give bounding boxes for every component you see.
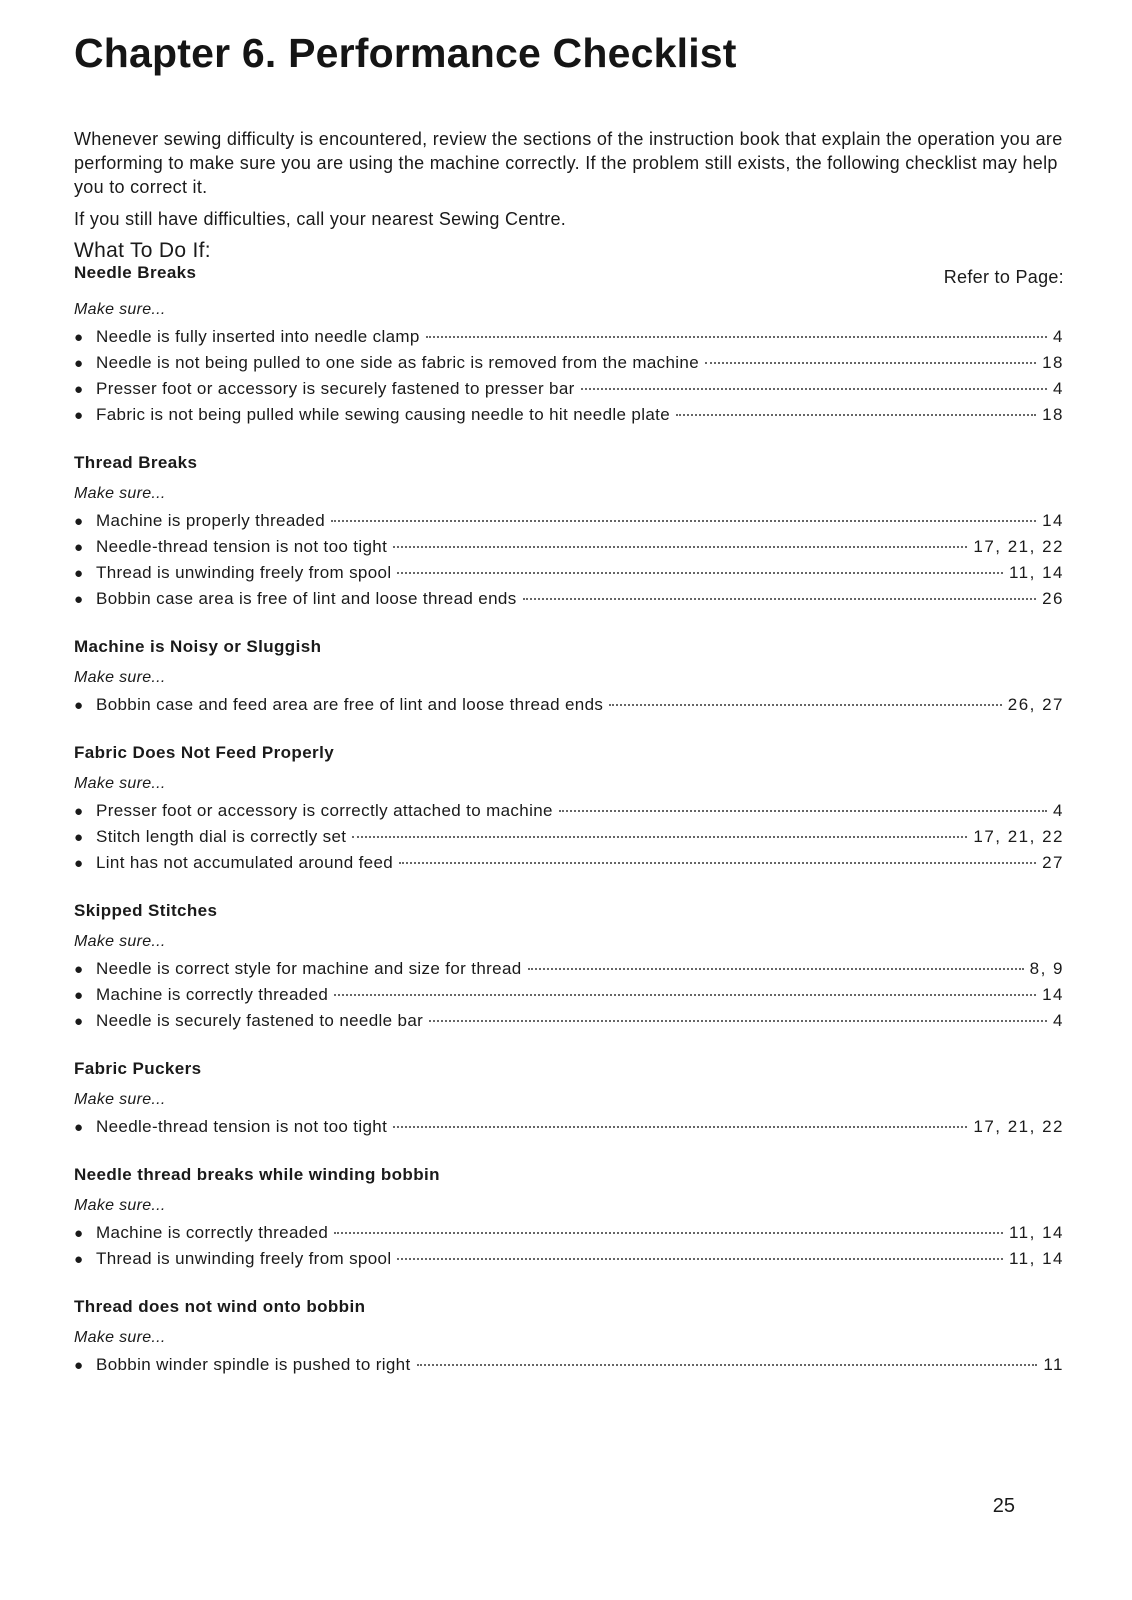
item-page-reference: 4: [1053, 1011, 1064, 1030]
checklist-item: [74, 563, 1064, 589]
checklist-items: [74, 1223, 1064, 1275]
item-text: Thread is unwinding freely from spool: [96, 563, 392, 582]
bullet-icon: ●: [74, 539, 84, 556]
item-page-reference: 14: [1042, 985, 1064, 1004]
checklist-section: [74, 901, 1064, 1037]
checklist-items: [74, 1355, 1064, 1381]
bullet-icon: ●: [74, 961, 84, 978]
item-page-reference: 17, 21, 22: [973, 537, 1064, 556]
checklist-section: [74, 1165, 1064, 1275]
checklist-item: [74, 695, 1064, 721]
make-sure-label: Make sure...: [74, 669, 166, 686]
checklist-section: [74, 1059, 1064, 1143]
item-text: Needle is correct style for machine and size for thread: [96, 959, 522, 978]
item-text: Thread is unwinding freely from spool: [96, 1249, 392, 1268]
checklist-items: [74, 959, 1064, 1037]
checklist-items: [74, 511, 1064, 615]
item-text: Lint has not accumulated around feed: [96, 853, 394, 872]
checklist-sections: [74, 263, 1064, 1381]
item-page-reference: 17, 21, 22: [973, 827, 1064, 846]
bullet-icon: ●: [74, 591, 84, 608]
section-heading: Needle thread breaks while winding bobbin: [74, 1165, 440, 1184]
heading-row: [74, 263, 1064, 289]
make-sure-label: Make sure...: [74, 1197, 166, 1214]
item-text: Needle is securely fastened to needle bar: [96, 1011, 424, 1030]
item-page-reference: 8, 9: [1029, 959, 1064, 978]
checklist-item: [74, 1223, 1064, 1249]
checklist-items: [74, 327, 1064, 431]
dot-leader: [705, 361, 1036, 364]
dot-leader: [334, 993, 1036, 996]
item-page-reference: 4: [1053, 379, 1064, 398]
item-text: Bobbin case and feed area are free of lint and loose thread ends: [96, 695, 604, 714]
section-heading: Skipped Stitches: [74, 901, 218, 920]
make-sure-label: Make sure...: [74, 1329, 166, 1346]
what-to-do-heading: What To Do If:: [74, 239, 211, 262]
bullet-icon: ●: [74, 987, 84, 1004]
bullet-icon: ●: [74, 1225, 84, 1242]
item-page-reference: 4: [1053, 327, 1064, 346]
make-sure-label: Make sure...: [74, 775, 166, 792]
item-text: Fabric is not being pulled while sewing causing needle to hit needle plate: [96, 405, 671, 424]
checklist-page: [74, 30, 1064, 1381]
item-page-reference: 14: [1042, 511, 1064, 530]
dot-leader: [559, 809, 1047, 812]
dot-leader: [393, 1125, 967, 1128]
item-text: Machine is correctly threaded: [96, 985, 329, 1004]
item-text: Presser foot or accessory is correctly attached to machine: [96, 801, 553, 820]
checklist-item: [74, 801, 1064, 827]
bullet-icon: ●: [74, 855, 84, 872]
item-text: Needle-thread tension is not too tight: [96, 537, 388, 556]
checklist-section: [74, 453, 1064, 615]
item-text: Bobbin case area is free of lint and loose thread ends: [96, 589, 517, 608]
item-page-reference: 11, 14: [1008, 1249, 1064, 1268]
checklist-items: [74, 695, 1064, 721]
bullet-icon: ●: [74, 829, 84, 846]
dot-leader: [399, 861, 1036, 864]
intro-text: [74, 127, 1064, 231]
item-page-reference: 26: [1042, 589, 1064, 608]
checklist-item: [74, 1011, 1064, 1037]
refer-to-page-label: Refer to Page:: [943, 267, 1064, 287]
checklist-item: [74, 827, 1064, 853]
dot-leader: [397, 571, 1003, 574]
bullet-icon: ●: [74, 1013, 84, 1030]
item-page-reference: 11: [1043, 1355, 1064, 1374]
dot-leader: [528, 967, 1024, 970]
item-text: Needle-thread tension is not too tight: [96, 1117, 388, 1136]
dot-leader: [609, 703, 1001, 706]
checklist-item: [74, 379, 1064, 405]
section-heading: Machine is Noisy or Sluggish: [74, 637, 322, 656]
checklist-section: [74, 1297, 1064, 1381]
intro-paragraph-1: Whenever sewing difficulty is encountered, review the sections of the instruction book that explain the operation you are performing to make sure you are using the machine correctly. If the problem still exists, the following checklist may help you to correct it.: [74, 129, 1063, 197]
checklist-item: [74, 959, 1064, 985]
checklist-item: [74, 1249, 1064, 1275]
checklist-item: [74, 405, 1064, 431]
make-sure-label: Make sure...: [74, 1091, 166, 1108]
checklist-section: [74, 637, 1064, 721]
bullet-icon: ●: [74, 803, 84, 820]
intro-paragraph-2: If you still have difficulties, call your nearest Sewing Centre.: [74, 209, 567, 229]
dot-leader: [417, 1363, 1038, 1366]
bullet-icon: ●: [74, 355, 84, 372]
checklist-item: [74, 511, 1064, 537]
checklist-item: [74, 589, 1064, 615]
checklist-item: [74, 327, 1064, 353]
checklist-section: [74, 263, 1064, 431]
bullet-icon: ●: [74, 565, 84, 582]
item-page-reference: 18: [1042, 353, 1064, 372]
dot-leader: [523, 597, 1037, 600]
checklist-item: [74, 853, 1064, 879]
section-heading: Needle Breaks: [74, 263, 197, 282]
section-heading: Thread Breaks: [74, 453, 198, 472]
dot-leader: [334, 1231, 1003, 1234]
item-text: Bobbin winder spindle is pushed to right: [96, 1355, 411, 1374]
checklist-item: [74, 1117, 1064, 1143]
checklist-section: [74, 743, 1064, 879]
item-page-reference: 4: [1053, 801, 1064, 820]
dot-leader: [352, 835, 967, 838]
item-text: Presser foot or accessory is securely fastened to presser bar: [96, 379, 575, 398]
item-text: Needle is fully inserted into needle clamp: [96, 327, 420, 346]
dot-leader: [426, 335, 1047, 338]
bullet-icon: ●: [74, 1119, 84, 1136]
dot-leader: [397, 1257, 1003, 1260]
bullet-icon: ●: [74, 1357, 84, 1374]
item-text: Needle is not being pulled to one side as fabric is removed from the machine: [96, 353, 700, 372]
item-page-reference: 27: [1042, 853, 1064, 872]
dot-leader: [393, 545, 967, 548]
checklist-item: [74, 353, 1064, 379]
checklist-item: [74, 537, 1064, 563]
bullet-icon: ●: [74, 407, 84, 424]
make-sure-label: Make sure...: [74, 485, 166, 502]
section-heading: Fabric Puckers: [74, 1059, 202, 1078]
checklist-items: [74, 1117, 1064, 1143]
make-sure-label: Make sure...: [74, 301, 166, 318]
dot-leader: [676, 413, 1036, 416]
checklist-item: [74, 1355, 1064, 1381]
bullet-icon: ●: [74, 513, 84, 530]
item-page-reference: 18: [1042, 405, 1064, 424]
bullet-icon: ●: [74, 1251, 84, 1268]
bullet-icon: ●: [74, 697, 84, 714]
page-title: Chapter 6. Performance Checklist: [74, 30, 737, 76]
checklist-item: [74, 985, 1064, 1011]
bullet-icon: ●: [74, 381, 84, 398]
item-page-reference: 17, 21, 22: [973, 1117, 1064, 1136]
checklist-items: [74, 801, 1064, 879]
section-heading: Thread does not wind onto bobbin: [74, 1297, 366, 1316]
item-text: Machine is properly threaded: [96, 511, 326, 530]
bullet-icon: ●: [74, 329, 84, 346]
item-text: Stitch length dial is correctly set: [96, 827, 347, 846]
dot-leader: [331, 519, 1036, 522]
dot-leader: [429, 1019, 1047, 1022]
item-text: Machine is correctly threaded: [96, 1223, 329, 1242]
dot-leader: [581, 387, 1047, 390]
item-page-reference: 11, 14: [1008, 1223, 1064, 1242]
section-heading: Fabric Does Not Feed Properly: [74, 743, 335, 762]
page-number: 25: [992, 1495, 1015, 1517]
make-sure-label: Make sure...: [74, 933, 166, 950]
item-page-reference: 26, 27: [1007, 695, 1064, 714]
item-page-reference: 11, 14: [1008, 563, 1064, 582]
